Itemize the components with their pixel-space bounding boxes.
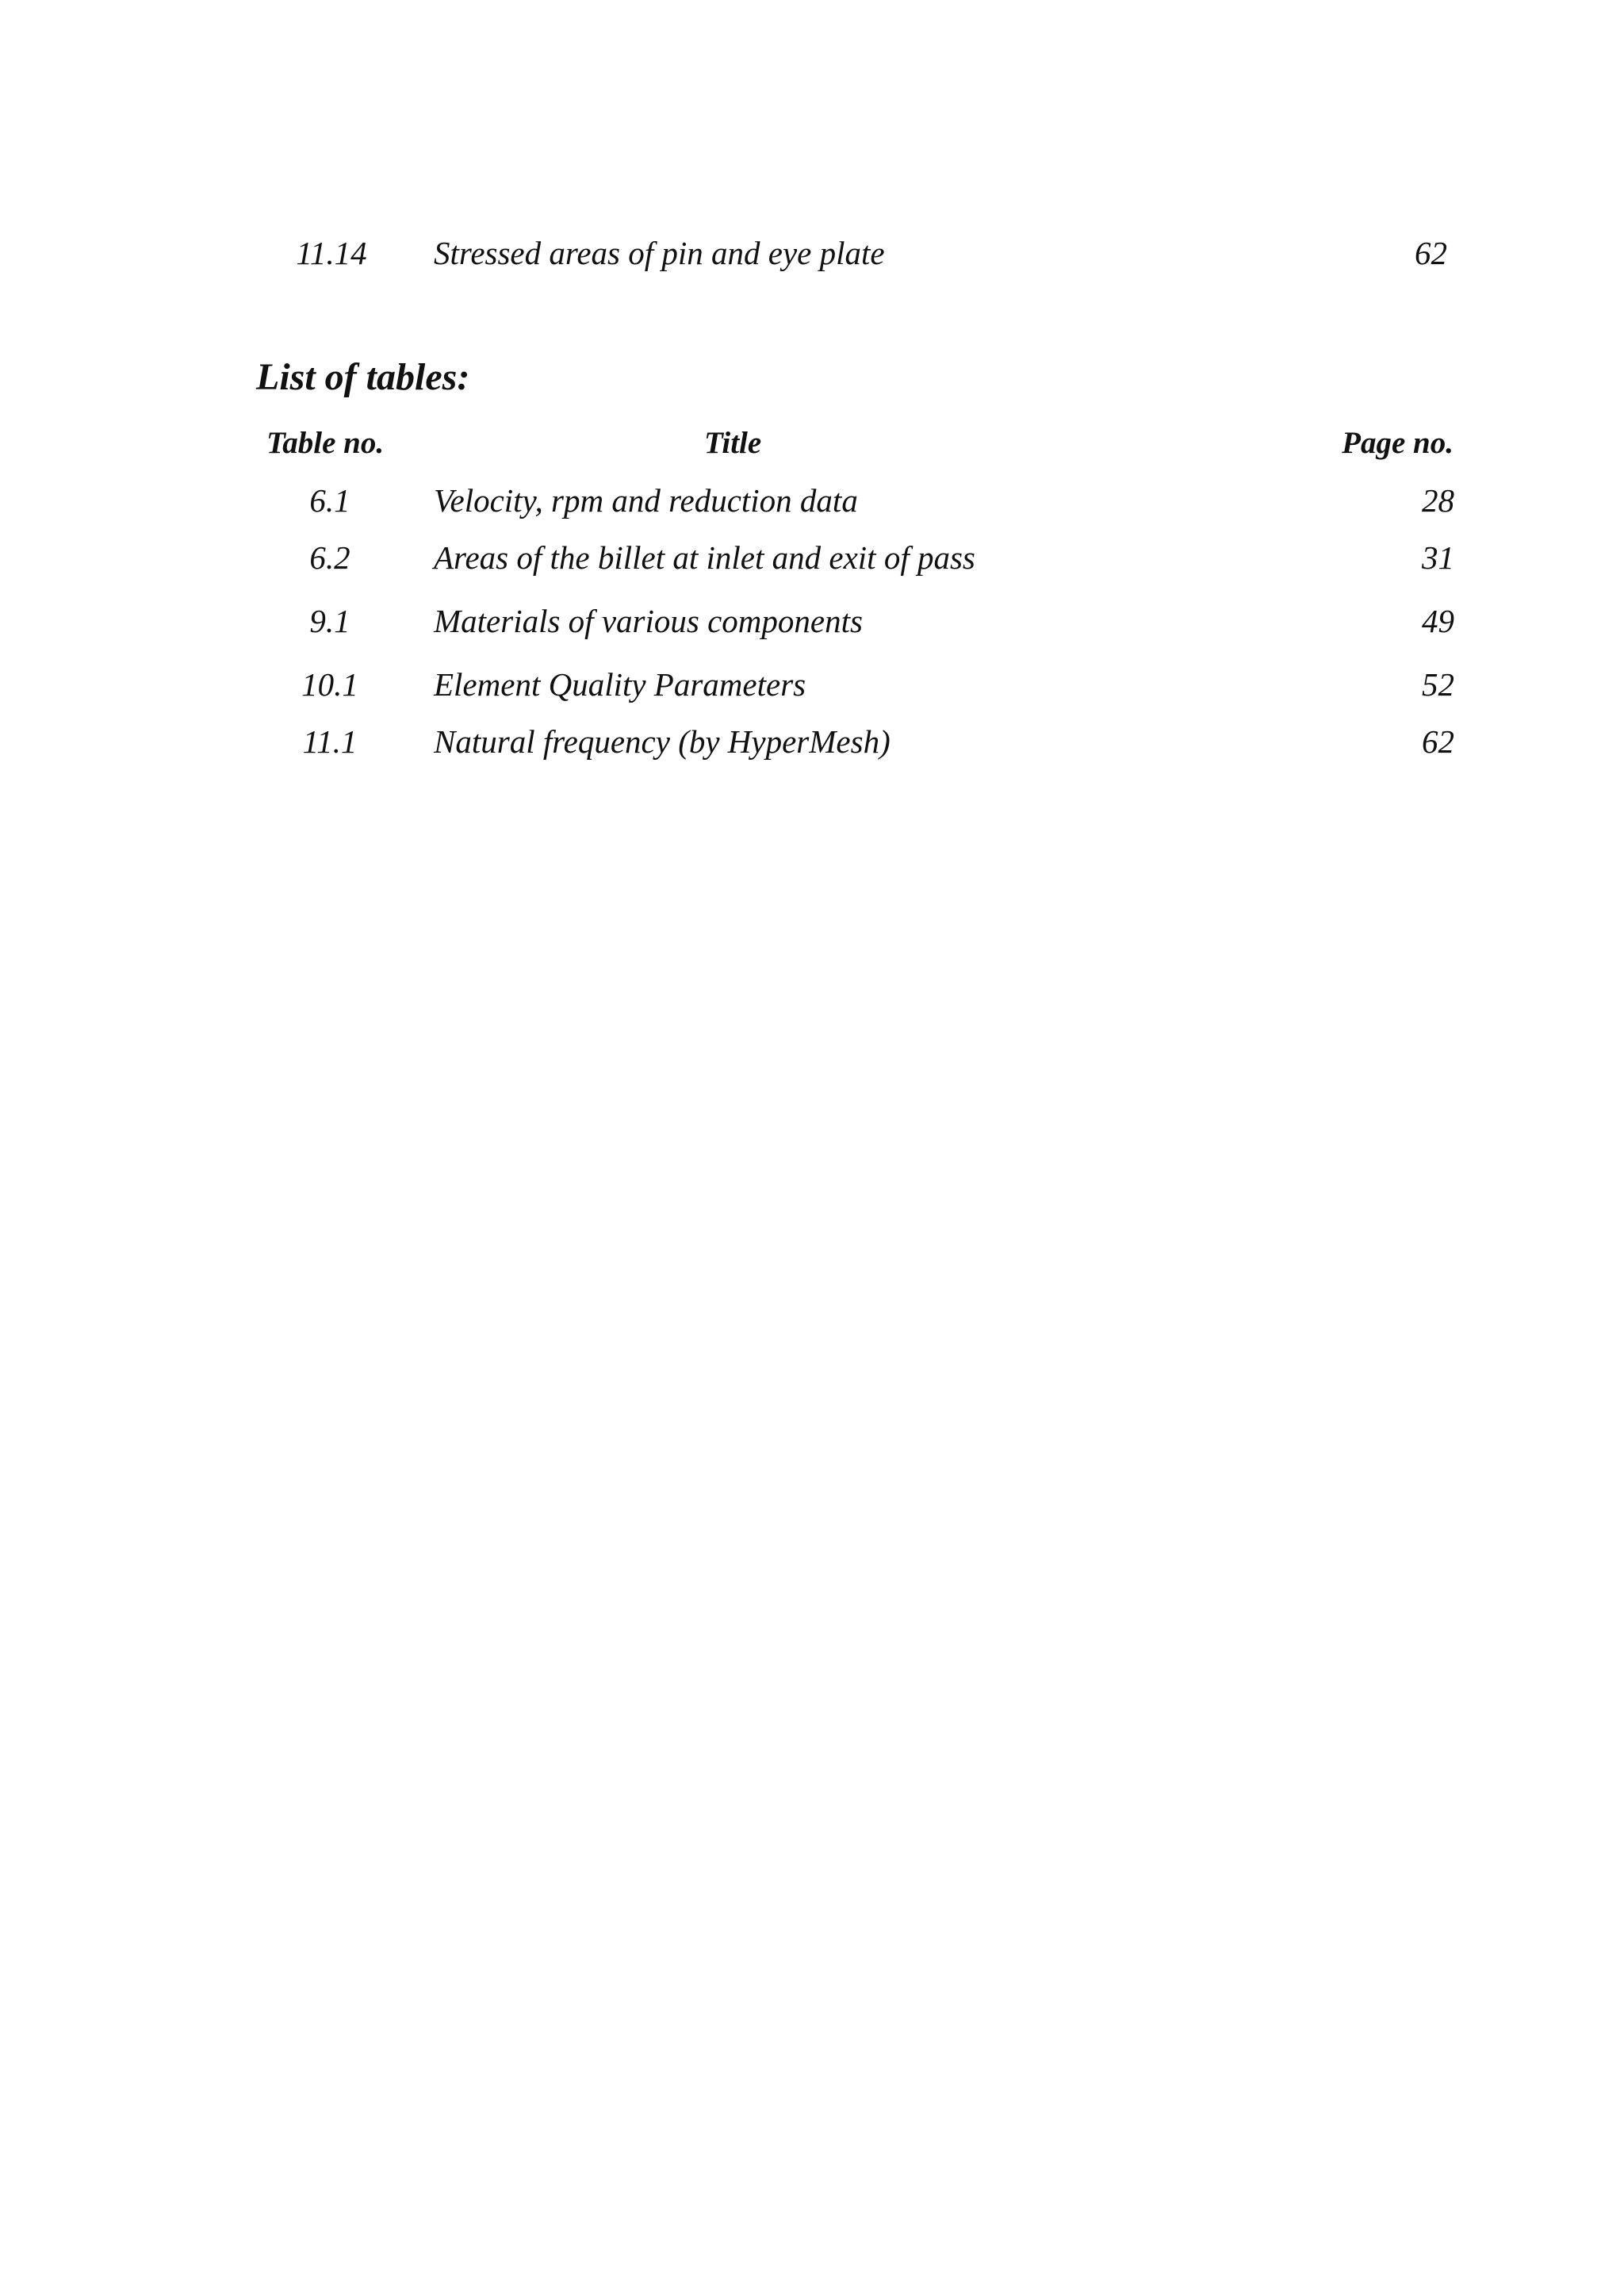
table-page: 62 [1422,723,1454,760]
table-title: Natural frequency (by HyperMesh) [434,723,891,760]
table-page: 31 [1422,539,1454,576]
column-header-page-no: Page no. [1342,426,1454,460]
table-number: 6.1 [309,482,350,519]
table-number: 10.1 [301,666,358,703]
figure-title: Stressed areas of pin and eye plate [434,235,885,271]
table-title: Velocity, rpm and reduction data [434,482,858,519]
table-number: 9.1 [309,603,350,639]
table-number: 6.2 [309,539,350,576]
table-page: 49 [1422,603,1454,639]
figure-page: 62 [1415,235,1447,271]
table-page: 28 [1422,482,1454,519]
column-header-table-no: Table no. [266,426,385,460]
table-title: Areas of the billet at inlet and exit of pass [434,539,975,576]
table-number: 11.1 [302,723,358,760]
table-page: 52 [1422,666,1454,703]
table-title: Materials of various components [434,603,863,639]
column-header-title: Title [704,426,762,460]
section-heading: List of tables: [256,356,470,398]
table-title: Element Quality Parameters [434,666,806,703]
figure-number: 11.14 [296,235,367,271]
